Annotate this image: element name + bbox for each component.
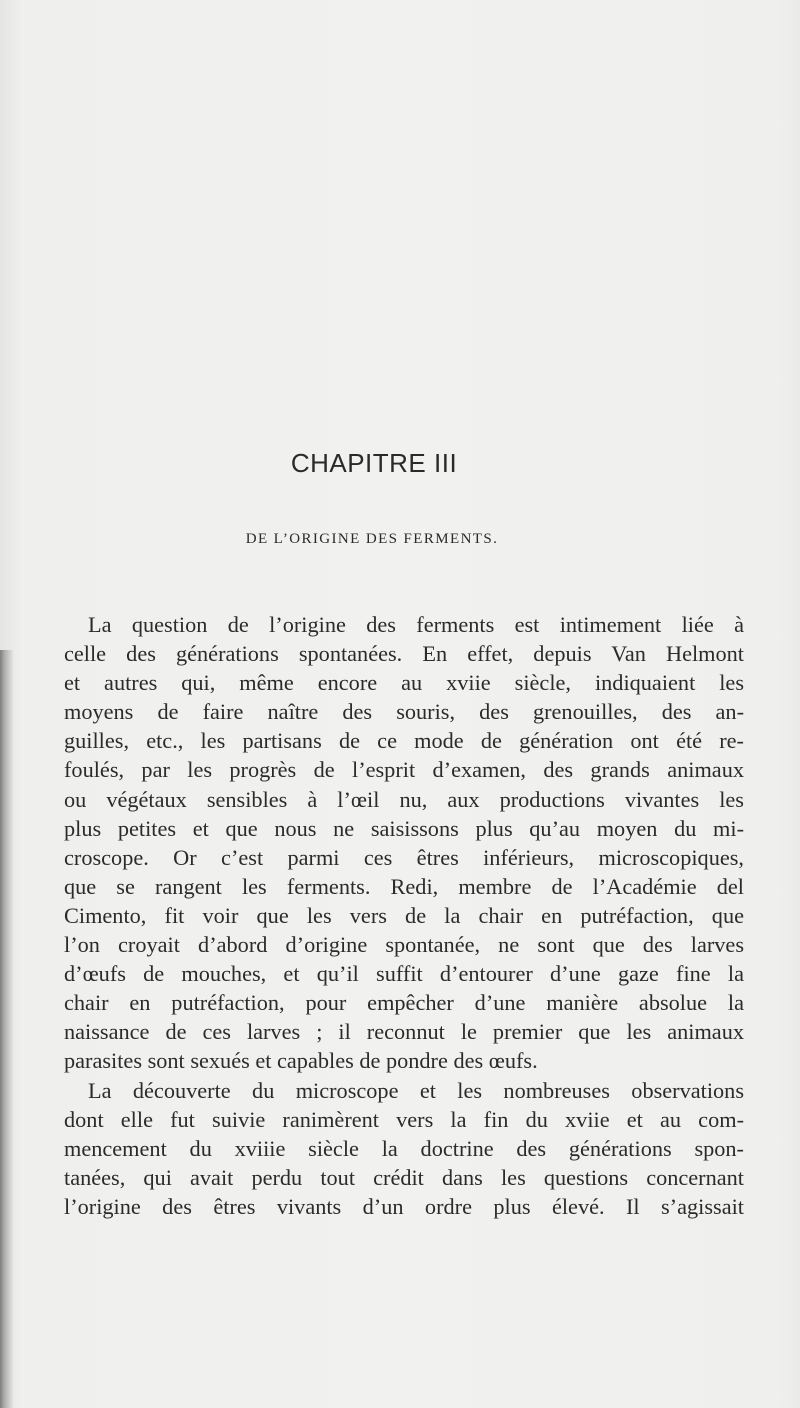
paragraph-1	[64, 610, 744, 1076]
text-line: guilles, etc., les partisans de ce mode de génération ont été re-	[64, 728, 744, 754]
text-line: La découverte du microscope et les nombreuses observations	[88, 1077, 744, 1103]
text-line: que se rangent les ferments. Redi, membre de l’Académie del	[64, 873, 744, 899]
text-line: Cimento, fit voir que les vers de la chair en putréfaction, que	[64, 902, 744, 928]
text-line: chair en putréfaction, pour empêcher d’une manière absolue la	[64, 990, 744, 1016]
text-line: La question de l’origine des ferments est intimement liée à	[88, 612, 744, 637]
binding-shadow	[0, 650, 14, 1408]
text-line: d’œufs de mouches, et qu’il suffit d’entourer d’une gaze fine la	[64, 961, 744, 987]
text-line: celle des générations spontanées. En effet, depuis Van Helmont	[64, 641, 744, 667]
text-line: dont elle fut suivie ranimèrent vers la fin du xviie et au com-	[64, 1106, 744, 1132]
text-line: naissance de ces larves ; il reconnut le premier que les animaux	[64, 1019, 744, 1045]
text-line: foulés, par les progrès de l’esprit d’examen, des grands animaux	[64, 757, 744, 783]
paragraph-2	[64, 1076, 744, 1221]
text-line: moyens de faire naître des souris, des grenouilles, des an-	[64, 699, 744, 725]
text-line: mencement du xviiie siècle la doctrine des générations spon-	[64, 1135, 744, 1161]
text-line: parasites sont sexués et capables de pondre des œufs.	[64, 1048, 538, 1074]
text-line: l’on croyait d’abord d’origine spontanée, ne sont que des larves	[64, 932, 744, 958]
text-line: plus petites et que nous ne saisissons plus qu’au moyen du mi-	[64, 815, 744, 841]
text-line: croscope. Or c’est parmi ces êtres inférieurs, microscopiques,	[64, 844, 744, 870]
chapter-subtitle: DE L’ORIGINE DES FERMENTS.	[245, 531, 499, 547]
body-text	[64, 610, 744, 1221]
text-line: et autres qui, même encore au xviie siècle, indiquaient les	[64, 670, 744, 696]
chapter-title: CHAPITRE III	[290, 448, 458, 478]
text-line: l’origine des êtres vivants d’un ordre plus élevé. Il s’agissait	[64, 1193, 744, 1219]
text-line: ou végétaux sensibles à l’œil nu, aux productions vivantes les	[64, 786, 744, 812]
text-line: tanées, qui avait perdu tout crédit dans les questions concernant	[64, 1164, 744, 1190]
